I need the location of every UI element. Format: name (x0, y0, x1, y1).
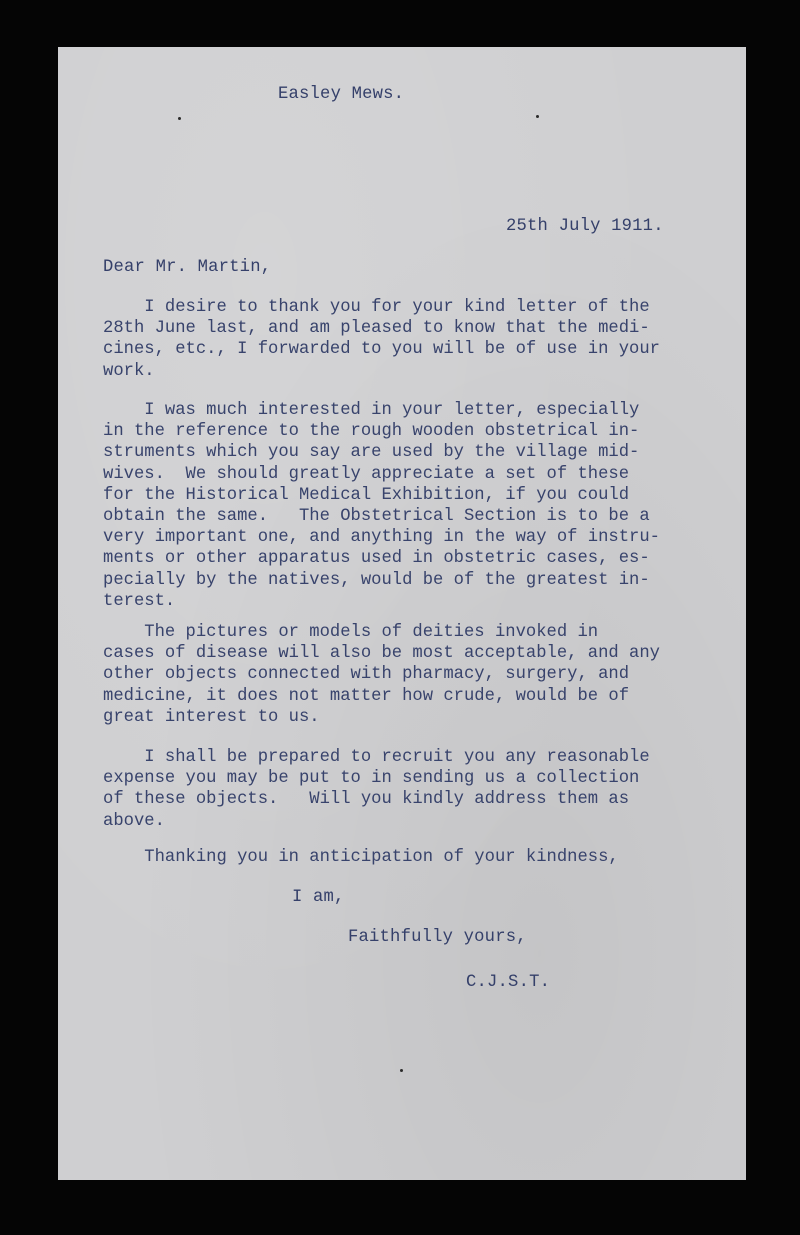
text-line: pecially by the natives, would be of the greatest in- (103, 570, 650, 590)
text-line: other objects connected with pharmacy, surgery, and (103, 665, 630, 685)
signature-initials: C.J.S.T. (466, 973, 551, 992)
text-line: cines, etc., I forwarded to you will be of use in your (103, 340, 660, 360)
text-line: great interest to us. (103, 707, 320, 727)
letter-date: 25th July 1911. (506, 217, 664, 236)
text-line: very important one, and anything in the way of instru- (103, 528, 660, 548)
text-line: 28th June last, and am pleased to know that the medi- (103, 319, 650, 339)
text-line: for the Historical Medical Exhibition, if you could (103, 485, 630, 505)
text-line: work. (103, 361, 155, 381)
text-line: wives. We should greatly appreciate a set of these (103, 464, 630, 484)
salutation: Dear Mr. Martin, (103, 258, 272, 277)
paragraph-deities (103, 622, 743, 728)
paper-speck (178, 117, 181, 120)
closing-faithfully: Faithfully yours, (348, 928, 527, 947)
closing-i-am: I am, (292, 888, 345, 907)
text-line: of these objects. Will you kindly address them as (103, 790, 630, 810)
paragraph-thanks (103, 297, 743, 382)
text-line: The pictures or models of deities invoked in (103, 623, 599, 642)
text-line: cases of disease will also be most acceptable, and any (103, 644, 660, 664)
text-line: I shall be prepared to recruit you any reasonable (103, 748, 650, 767)
text-line: terest. (103, 591, 176, 611)
paragraph-thanking (103, 847, 743, 868)
letter-page (58, 47, 746, 1180)
text-line: ments or other apparatus used in obstetric cases, es- (103, 549, 650, 569)
text-line: struments which you say are used by the village mid- (103, 443, 640, 463)
text-line: above. (103, 811, 165, 831)
text-line: obtain the same. The Obstetrical Section is to be a (103, 507, 650, 527)
text-line: I was much interested in your letter, especially (103, 401, 640, 420)
letterhead-address: Easley Mews. (278, 85, 405, 104)
text-line: I desire to thank you for your kind letter of the (103, 298, 650, 317)
paragraph-expenses (103, 747, 743, 832)
paper-speck (536, 115, 539, 118)
text-line: in the reference to the rough wooden obstetrical in- (103, 422, 640, 442)
text-line: medicine, it does not matter how crude, would be of (103, 686, 630, 706)
paper-speck (400, 1069, 403, 1072)
text-line: Thanking you in anticipation of your kindness, (103, 848, 619, 867)
paragraph-obstetrical-request (103, 400, 743, 612)
text-line: expense you may be put to in sending us a collection (103, 769, 640, 789)
